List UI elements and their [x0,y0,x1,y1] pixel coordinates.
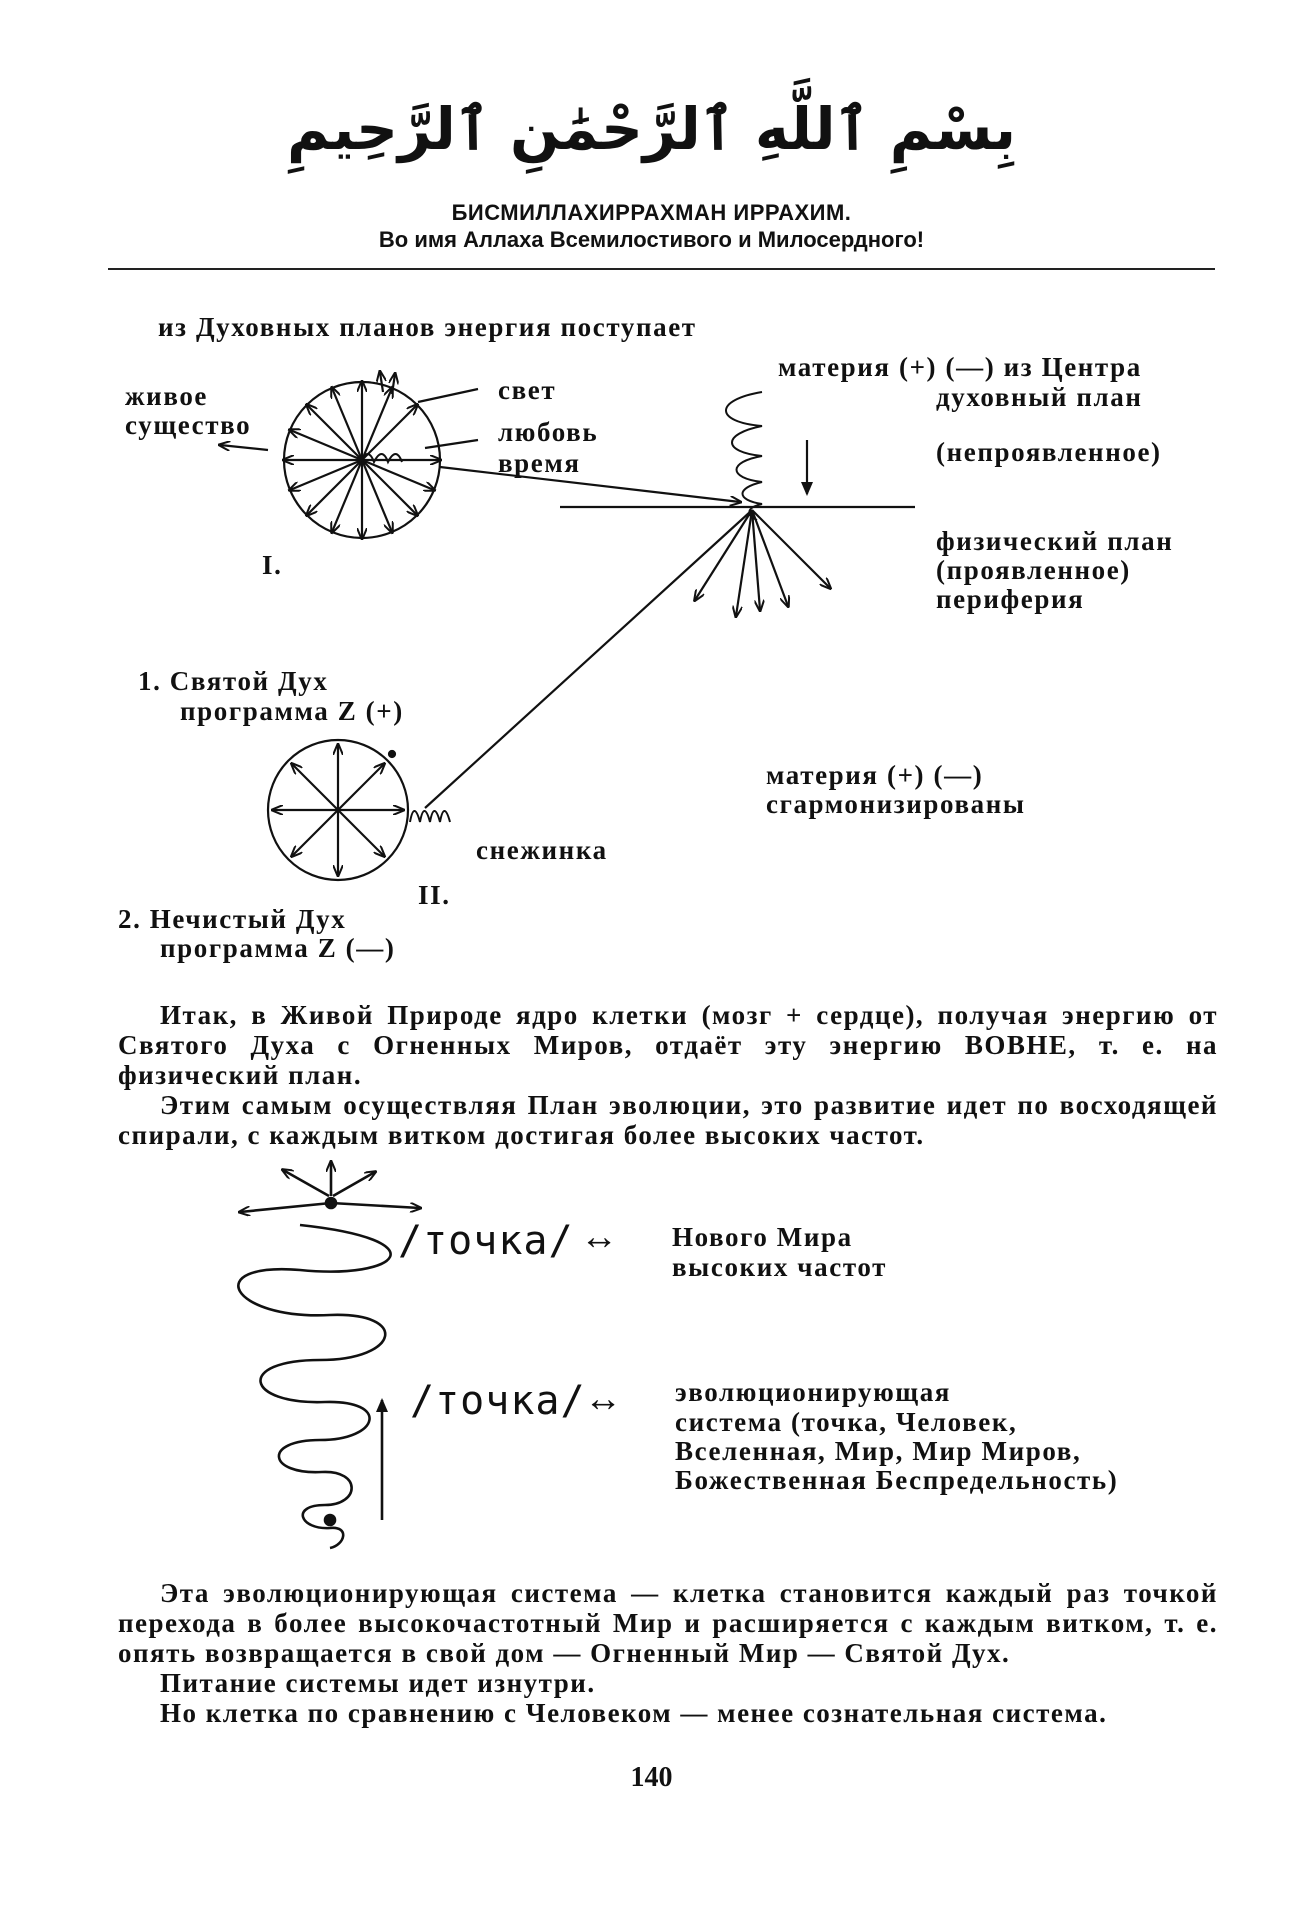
matter-harmonized-label-1: материя (+) (—) [766,760,984,790]
point-label-lower: /точка/ [410,1378,586,1424]
periphery-label: периферия [936,584,1085,614]
snowflake-label: снежинка [476,835,608,865]
holy-spirit-label: 1. Святой Дух [138,666,329,696]
evolving-system-label-1: эволюционирующая [675,1377,952,1407]
point-label-upper: /точка/ [398,1218,574,1264]
time-label: время [498,448,581,478]
double-arrow-lower: ↔ [584,1378,622,1420]
unmanifested-label: (непроявленное) [936,437,1162,467]
paragraph-two-text-3: Но клетка по сравнению с Человеком — менее сознательная система. [160,1698,1108,1728]
page-number: 140 [630,1762,673,1793]
circle-two [268,740,450,880]
love-label: любовь [498,417,599,447]
manifested-label: (проявленное) [936,555,1131,585]
double-arrow-upper: ↔ [580,1216,618,1258]
new-world-label: Нового Мира [672,1222,853,1252]
light-label: свет [498,375,557,405]
program-plus-label: программа Z (+) [180,696,404,726]
living-being-label-2: существо [125,410,252,440]
paragraph-two-text-1: Эта эволюционирующая система — клетка становится каждый раз точкой перехода в более высокочастотный Мир и расширяется с каждым витком, т. е. опять возвращается в свой дом — Огненный Мир — Святой Дух. [118,1578,1218,1668]
spiral-diagram [238,1162,420,1548]
paragraph-two-text-2: Питание системы идет изнутри. [160,1668,596,1698]
roman-two-label: II. [418,880,451,910]
header-translation: Во имя Аллаха Всемилостивого и Милосердного! [378,227,925,252]
evolving-system-label-2: система (точка, Человек, [675,1407,1018,1437]
paragraph-one-text-1: Итак, в Живой Природе ядро клетки (мозг + сердце), получая энергию от Святого Духа с Огненных Миров, отдаёт эту энергию ВОВНЕ, т. е. на физический план. [118,1000,1218,1090]
circle-one [220,372,740,538]
living-being-label-1: живое [125,381,209,411]
matter-center-label: материя (+) (—) из Центра [778,352,1142,382]
evolving-system-label-3: Вселенная, Мир, Мир Миров, [675,1436,1082,1466]
paragraph-one-text-2: Этим самым осуществляя План эволюции, это развитие идет по восходящей спирали, с каждым витком достигая более высоких частот. [118,1090,1218,1150]
unclean-spirit-label: 2. Нечистый Дух [118,904,347,934]
matter-harmonized-label-2: сгармонизированы [766,789,1026,819]
diagram-top-text: из Духовных планов энергия поступает [158,312,697,342]
high-frequency-label: высоких частот [672,1252,887,1282]
evolving-system-label-4: Божественная Беспредельность) [675,1465,1119,1495]
roman-one-label: I. [262,550,283,580]
basmala-calligraphy: بِسْمِ ٱللَّهِ ٱلرَّحْمَٰنِ ٱلرَّحِيمِ [287,95,1016,163]
physical-plane-label: физический план [936,526,1174,556]
paragraph-two [118,1578,1218,1728]
paragraph-one [118,1000,1218,1150]
header-transliteration: БИСМИЛЛАХИРРАХМАН ИРРАХИМ. [451,200,852,225]
spiritual-plane-label: духовный план [936,382,1143,412]
program-minus-label: программа Z (—) [160,933,396,963]
